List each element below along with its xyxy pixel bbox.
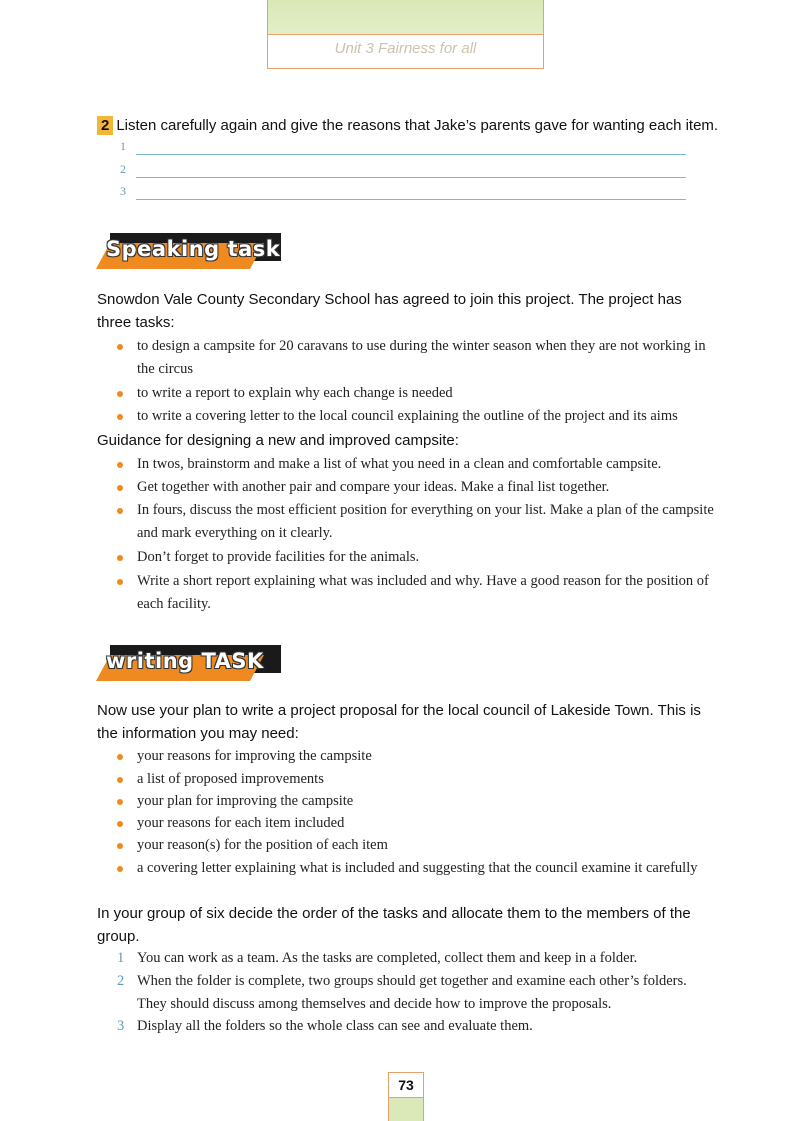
writing-task-banner [96, 645, 281, 681]
answer-line[interactable] [120, 184, 686, 200]
question-text: Listen carefully again and give the reasons that Jake’s parents gave for wanting each item. [116, 117, 719, 134]
list-item: a covering letter explaining what is included and suggesting that the council examine it carefully [117, 857, 717, 880]
answer-line[interactable] [120, 139, 686, 155]
answer-number: 3 [120, 184, 126, 198]
page-number: 73 [389, 1073, 423, 1098]
list-item: In fours, discuss the most efficient position for everything on your list. Make a plan of the campsite and mark everything on it clearly. [117, 499, 717, 545]
question-2 [97, 116, 718, 135]
list-item: your reasons for improving the campsite [117, 745, 717, 768]
group-heading: In your group of six decide the order of the tasks and allocate them to the members of the group. [97, 905, 691, 945]
speaking-task-title: Speaking task [106, 237, 281, 261]
list-item: 2 When the folder is complete, two groups should get together and examine each other’s folders. They should discuss among themselves and decide how to improve the proposals. [117, 973, 687, 1012]
list-item: Don’t forget to provide facilities for the animals. [117, 546, 717, 569]
unit-header [267, 0, 544, 69]
unit-label: Unit 3 Fairness for all [334, 40, 477, 57]
list-item: 3 Display all the folders so the whole class can see and evaluate them. [117, 1018, 533, 1034]
header-decoration [268, 0, 543, 35]
answer-line[interactable] [120, 162, 686, 178]
list-item: In twos, brainstorm and make a list of what you need in a clean and comfortable campsite. [117, 453, 717, 476]
list-item: a list of proposed improvements [117, 768, 717, 791]
writing-task-title: writing TASK [106, 649, 264, 673]
list-item: to design a campsite for 20 caravans to use during the winter season when they are not working in the circus [117, 335, 717, 381]
guidance-heading: Guidance for designing a new and improved campsite: [97, 432, 459, 449]
writing-intro: Now use your plan to write a project proposal for the local council of Lakeside Town. This is the information you may need: [97, 702, 701, 742]
list-item: to write a report to explain why each change is needed [117, 382, 717, 405]
speaking-intro: Snowdon Vale County Secondary School has agreed to join this project. The project has three tasks: [97, 291, 682, 331]
page-number-tab [388, 1072, 424, 1121]
list-item: 1 You can work as a team. As the tasks are completed, collect them and keep in a folder. [117, 950, 638, 966]
list-item: your plan for improving the campsite [117, 790, 717, 813]
answer-number: 2 [120, 162, 126, 176]
list-item: Write a short report explaining what was included and why. Have a good reason for the position of each facility. [117, 570, 717, 616]
list-item: your reasons for each item included [117, 812, 717, 835]
list-item: your reason(s) for the position of each item [117, 834, 717, 857]
question-number: 2 [97, 116, 113, 135]
speaking-task-banner [96, 233, 281, 269]
answer-number: 1 [120, 139, 126, 153]
list-item: Get together with another pair and compare your ideas. Make a final list together. [117, 476, 717, 499]
list-item: to write a covering letter to the local council explaining the outline of the project and its aims [117, 405, 717, 428]
